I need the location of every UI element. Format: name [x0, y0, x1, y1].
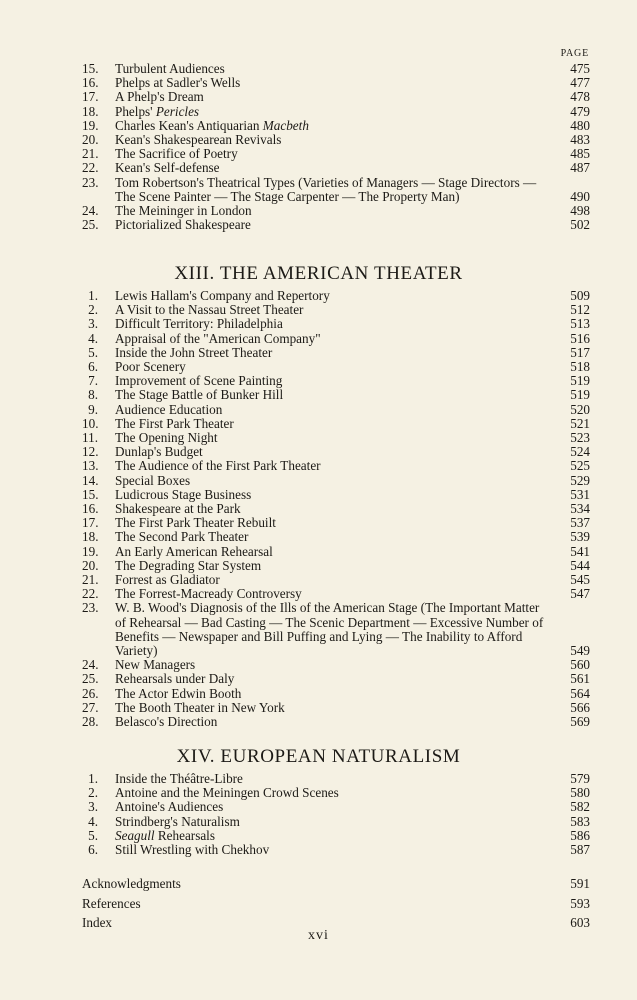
entry-title: The First Park Theater Rebuilt — [115, 515, 276, 531]
page-folio: xvi — [308, 928, 329, 943]
entry-title — [115, 829, 546, 843]
entry-number: 24. — [82, 657, 99, 673]
entry-title: Antoine and the Meiningen Crowd Scenes — [115, 785, 339, 801]
entry-number: 3. — [88, 316, 98, 332]
entry-number: 18. — [82, 529, 99, 545]
entry-number: 19. — [82, 543, 99, 559]
entry-page-number: 517 — [570, 344, 590, 360]
entry-page-number: 579 — [570, 771, 590, 786]
entry-page-number: 583 — [570, 813, 590, 829]
entry-page-number: 483 — [570, 132, 590, 148]
entry-title — [115, 105, 546, 119]
entry-title: Difficult Territory: Philadelphia — [115, 316, 283, 332]
toc-entry — [82, 417, 590, 431]
toc-entry — [82, 303, 590, 317]
toc-entry — [82, 459, 590, 473]
toc-entry — [82, 874, 590, 894]
entry-number: 27. — [82, 699, 99, 715]
toc-entry — [82, 388, 590, 402]
entry-page-number: 591 — [570, 876, 590, 891]
entry-page-number: 544 — [570, 557, 590, 573]
entry-title: Inside the John Street Theater — [115, 344, 273, 360]
entry-title-italic: Seagull — [115, 827, 155, 843]
toc-entry — [82, 176, 590, 204]
entry-number: 8. — [88, 387, 98, 403]
entry-page-number: 560 — [570, 657, 590, 673]
toc-entry — [82, 474, 590, 488]
toc-entry — [82, 488, 590, 502]
entry-title: The Degrading Star System — [115, 557, 262, 573]
toc-entry — [82, 374, 590, 388]
entry-title: The Audience of the First Park Theater — [115, 458, 321, 474]
entry-title: Special Boxes — [115, 472, 191, 488]
entry-page-number: 512 — [570, 302, 590, 318]
entry-number: 1. — [88, 771, 98, 786]
entry-title: Index — [82, 915, 113, 930]
entry-title: Audience Education — [115, 401, 223, 417]
entry-number: 6. — [88, 842, 98, 858]
entry-page-number: 529 — [570, 472, 590, 488]
entry-number: 25. — [82, 217, 99, 233]
entry-title-prefix: Charles Kean's Antiquarian — [115, 117, 263, 133]
entry-title: W. B. Wood's Diagnosis of the Ills of the American Stage (The Important Matter of Rehearsal — Bad Casting — The Scenic Department — Excessive Number of Benefits — Newspaper and Bill Puffing and Lying — The Inability to Afford Variety) — [115, 600, 544, 659]
entry-title: Antoine's Audiences — [115, 799, 224, 815]
toc-entry — [82, 545, 590, 559]
toc-entry — [82, 701, 590, 715]
toc-entry — [82, 119, 590, 133]
toc-entry — [82, 62, 590, 76]
entry-number: 12. — [82, 444, 99, 460]
entry-page-number: 479 — [570, 103, 590, 119]
entry-title: Ludicrous Stage Business — [115, 486, 252, 502]
entry-title-italic: Macbeth — [262, 117, 309, 133]
toc-entry — [82, 786, 590, 800]
entry-number: 10. — [82, 415, 99, 431]
toc-entry — [82, 332, 590, 346]
entry-page-number: 569 — [570, 714, 590, 730]
back-matter-list — [82, 874, 590, 933]
entry-title: New Managers — [115, 657, 196, 673]
entry-page-number: 502 — [570, 217, 590, 233]
entry-page-number: 490 — [570, 188, 590, 204]
entry-number: 1. — [88, 288, 98, 303]
toc-entry — [82, 218, 590, 232]
entry-number: 4. — [88, 813, 98, 829]
entry-page-number: 593 — [570, 895, 590, 911]
entry-number: 16. — [82, 75, 99, 91]
entry-page-number: 480 — [570, 117, 590, 133]
entry-number: 15. — [82, 61, 99, 76]
entry-page-number: 537 — [570, 515, 590, 531]
entry-number: 20. — [82, 132, 99, 148]
entry-title: Inside the Théâtre-Libre — [115, 771, 243, 786]
entry-page-number: 523 — [570, 430, 590, 446]
entry-page-number: 587 — [570, 842, 590, 858]
toc-entry — [82, 90, 590, 104]
entry-number: 22. — [82, 586, 99, 602]
entry-number: 2. — [88, 785, 98, 801]
toc-entry — [82, 829, 590, 843]
entry-title: Still Wrestling with Chekhov — [115, 842, 270, 858]
entry-page-number: 580 — [570, 785, 590, 801]
entry-page-number: 582 — [570, 799, 590, 815]
toc-entry — [82, 815, 590, 829]
toc-entry — [82, 658, 590, 672]
toc-entry — [82, 289, 590, 303]
toc-entry — [82, 360, 590, 374]
entry-title: The Booth Theater in New York — [115, 699, 285, 715]
entry-title: References — [82, 895, 141, 911]
entry-number: 18. — [82, 103, 99, 119]
entry-title: The Stage Battle of Bunker Hill — [115, 387, 284, 403]
entry-title: Lewis Hallam's Company and Repertory — [115, 288, 330, 303]
entry-page-number: 477 — [570, 75, 590, 91]
toc-entry — [82, 147, 590, 161]
entry-title: Belasco's Direction — [115, 714, 218, 730]
toc-entry — [82, 894, 590, 914]
entry-title-italic: Pericles — [155, 103, 200, 119]
entry-title: Pictorialized Shakespeare — [115, 217, 251, 233]
toc-entry — [82, 687, 590, 701]
entry-page-number: 561 — [570, 671, 590, 687]
entry-page-number: 547 — [570, 586, 590, 602]
entry-number: 26. — [82, 685, 99, 701]
entry-number: 11. — [82, 430, 98, 446]
entry-title: Kean's Self-defense — [115, 160, 220, 176]
entry-page-number: 519 — [570, 373, 590, 389]
entry-title: The Meininger in London — [115, 203, 252, 219]
entry-page-number: 518 — [570, 359, 590, 375]
entry-page-number: 541 — [570, 543, 590, 559]
toc-entry — [82, 573, 590, 587]
toc-entry — [82, 843, 590, 857]
toc-entry — [82, 105, 590, 119]
entry-page-number: 516 — [570, 330, 590, 346]
entry-page-number: 520 — [570, 401, 590, 417]
toc-entry — [82, 559, 590, 573]
toc-entry — [82, 715, 590, 729]
entry-page-number: 513 — [570, 316, 590, 332]
entry-number: 5. — [88, 344, 98, 360]
entry-title: Improvement of Scene Painting — [115, 373, 283, 389]
entry-title: An Early American Rehearsal — [115, 543, 273, 559]
entry-title: Turbulent Audiences — [115, 61, 225, 76]
entry-page-number: 534 — [570, 501, 590, 517]
entry-number: 17. — [82, 89, 99, 105]
entry-page-number: 586 — [570, 827, 590, 843]
entry-page-number: 487 — [570, 160, 590, 176]
toc-entry — [82, 601, 590, 658]
toc-entry — [82, 772, 590, 786]
entry-number: 20. — [82, 557, 99, 573]
toc-entry — [82, 445, 590, 459]
entry-title: Poor Scenery — [115, 359, 186, 375]
toc-list-american-theater — [82, 289, 590, 729]
entry-number: 2. — [88, 302, 98, 318]
toc-list-european-naturalism — [82, 772, 590, 857]
entry-page-number: 525 — [570, 458, 590, 474]
entry-page-number: 521 — [570, 415, 590, 431]
entry-number: 23. — [82, 174, 99, 190]
entry-page-number: 509 — [570, 288, 590, 303]
toc-entry — [82, 800, 590, 814]
entry-title: Strindberg's Naturalism — [115, 813, 240, 829]
toc-entry — [82, 530, 590, 544]
entry-number: 4. — [88, 330, 98, 346]
entry-number: 13. — [82, 458, 99, 474]
entry-title-suffix: Rehearsals — [154, 827, 215, 843]
entry-title: The Opening Night — [115, 430, 218, 446]
toc-entry — [82, 672, 590, 686]
entry-page-number: 564 — [570, 685, 590, 701]
entry-page-number: 519 — [570, 387, 590, 403]
entry-number: 17. — [82, 515, 99, 531]
entry-number: 3. — [88, 799, 98, 815]
entry-number: 25. — [82, 671, 99, 687]
entry-title: Rehearsals under Daly — [115, 671, 235, 687]
entry-page-number: 478 — [570, 89, 590, 105]
entry-page-number: 545 — [570, 572, 590, 588]
entry-number: 22. — [82, 160, 99, 176]
entry-number: 21. — [82, 572, 99, 588]
entry-number: 19. — [82, 117, 99, 133]
entry-page-number: 566 — [570, 699, 590, 715]
entry-title: A Phelp's Dream — [115, 89, 204, 105]
entry-title: Kean's Shakespearean Revivals — [115, 132, 282, 148]
entry-number: 7. — [88, 373, 98, 389]
toc-entry — [82, 161, 590, 175]
entry-title: Shakespeare at the Park — [115, 501, 241, 517]
entry-number: 15. — [82, 486, 99, 502]
entry-title: Forrest as Gladiator — [115, 572, 220, 588]
entry-number: 6. — [88, 359, 98, 375]
toc-entry — [82, 587, 590, 601]
toc-list-continued — [82, 62, 590, 232]
entry-number: 23. — [82, 600, 99, 616]
section-heading-xiii: XIII. THE AMERICAN THEATER — [174, 263, 463, 284]
entry-page-number: 539 — [570, 529, 590, 545]
entry-number: 21. — [82, 146, 99, 162]
toc-entry — [82, 516, 590, 530]
entry-title — [115, 119, 546, 133]
page-column-header: PAGE — [560, 48, 589, 59]
entry-title: Appraisal of the "American Company" — [115, 330, 321, 346]
entry-title: The Actor Edwin Booth — [115, 685, 242, 701]
entry-title: The Forrest-Macready Controversy — [115, 586, 302, 602]
toc-entry — [82, 133, 590, 147]
entry-number: 16. — [82, 501, 99, 517]
entry-number: 5. — [88, 827, 98, 843]
entry-title-prefix: Phelps' — [115, 103, 156, 119]
toc-entry — [82, 346, 590, 360]
toc-entry — [82, 204, 590, 218]
toc-entry — [82, 403, 590, 417]
entry-title: The Second Park Theater — [115, 529, 249, 545]
section-heading-xiv: XIV. EUROPEAN NATURALISM — [176, 746, 461, 767]
entry-number: 24. — [82, 203, 99, 219]
entry-title: Tom Robertson's Theatrical Types (Varieties of Managers — Stage Directors — The Scene Painter — The Stage Carpenter — The Property Man) — [115, 174, 537, 204]
entry-title: Acknowledgments — [82, 876, 181, 891]
toc-entry — [82, 317, 590, 331]
entry-title: Dunlap's Budget — [115, 444, 203, 460]
entry-page-number: 549 — [570, 643, 590, 659]
entry-title: The Sacrifice of Poetry — [115, 146, 238, 162]
toc-entry — [82, 502, 590, 516]
toc-entry — [82, 431, 590, 445]
entry-page-number: 603 — [570, 915, 590, 930]
entry-page-number: 531 — [570, 486, 590, 502]
entry-number: 14. — [82, 472, 99, 488]
toc-entry — [82, 76, 590, 90]
entry-title: The First Park Theater — [115, 415, 234, 431]
entry-page-number: 485 — [570, 146, 590, 162]
entry-number: 9. — [88, 401, 98, 417]
entry-page-number: 498 — [570, 203, 590, 219]
entry-page-number: 475 — [570, 61, 590, 76]
entry-page-number: 524 — [570, 444, 590, 460]
entry-title: A Visit to the Nassau Street Theater — [115, 302, 304, 318]
entry-number: 28. — [82, 714, 99, 730]
entry-title: Phelps at Sadler's Wells — [115, 75, 241, 91]
